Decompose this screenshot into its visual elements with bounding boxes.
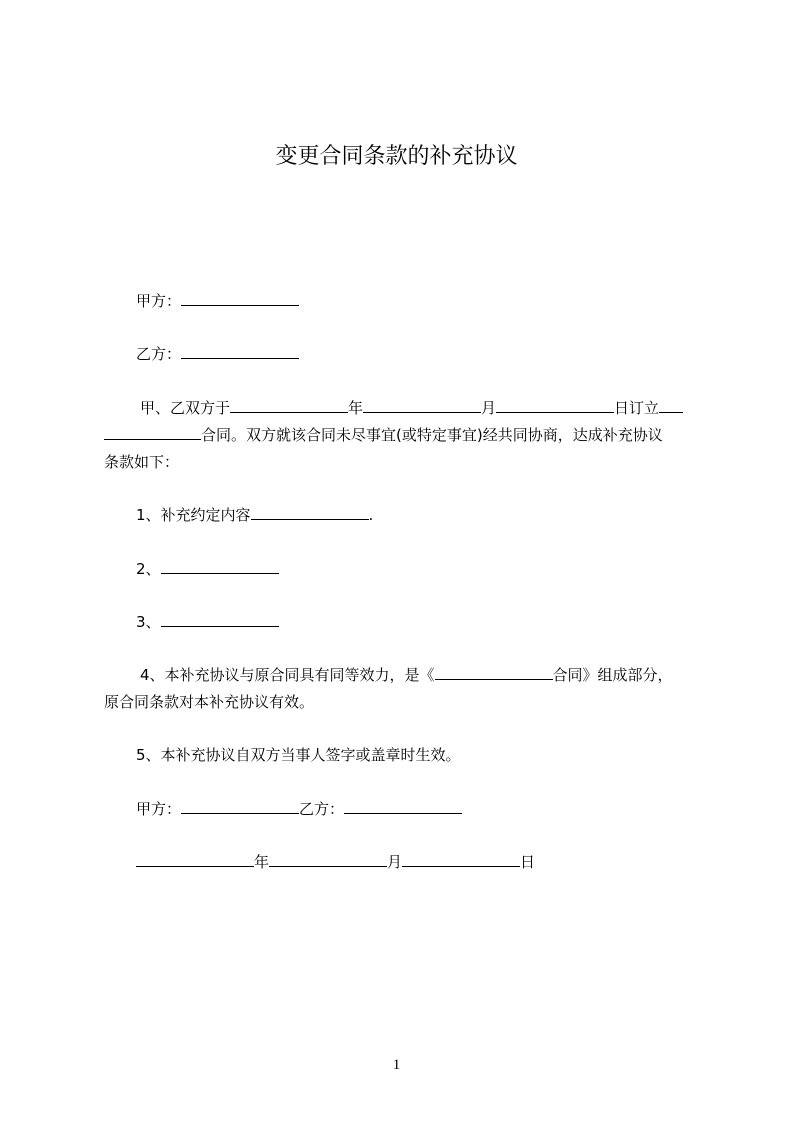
intro-line-3 [104,449,179,475]
party-a-label: 甲方： [136,292,182,310]
clause-1-end: . [368,506,374,524]
document-title: 变更合同条款的补充协议 [275,144,518,169]
clause-3 [136,609,279,635]
intro-month-blank [363,397,481,413]
clause-1-text: 1、补充约定内容 [136,506,251,524]
clause-1 [136,502,373,528]
party-b-blank [181,343,299,359]
clause-5-text: 5、本补充协议自双方当事人签字或盖章时生效。 [136,746,461,764]
intro-year-label: 年 [348,399,364,417]
party-b-label: 乙方： [136,345,182,363]
clause-3-text: 3、 [136,613,161,631]
signature-party-b-label: 乙方： [299,800,345,818]
intro-line-2 [104,422,663,448]
signature-parties-line [136,796,462,822]
intro-month-label: 月 [481,399,497,417]
intro-text-2: 合同。双方就该合同未尽事宜(或特定事宜)经共同协商，达成补充协议 [201,426,663,444]
clause-4-text-2: 合同》组成部分， [552,666,673,684]
clause-2 [136,556,279,582]
clause-5 [136,742,461,768]
clause-4-text-3: 原合同条款对本补充协议有效。 [104,693,315,711]
signature-date-line [136,849,535,875]
party-a-blank [181,290,299,306]
clause-2-text: 2、 [136,560,161,578]
intro-line-1 [140,395,683,421]
signature-year-blank [136,851,254,867]
clause-4-line-2 [104,689,314,715]
clause-4-text-1: 4、本补充协议与原合同具有同等效力，是《 [140,666,435,684]
clause-4-line-1 [140,662,673,688]
intro-text-3: 条款如下： [104,453,180,471]
party-a-line [136,288,299,314]
signature-party-b-blank [344,798,462,814]
intro-year-blank [230,397,348,413]
signature-day-label: 日 [520,853,536,871]
clause-2-blank [161,558,279,574]
clause-4-contract-blank [435,664,553,680]
signature-day-blank [402,851,520,867]
intro-text-1: 甲、乙双方于 [140,399,231,417]
page-number: 1 [392,1057,401,1073]
signature-party-a-label: 甲方： [136,800,182,818]
signature-month-blank [269,851,387,867]
intro-day-label: 日订立 [614,399,660,417]
signature-month-label: 月 [387,853,403,871]
clause-3-blank [161,611,279,627]
intro-contract-blank-a [659,397,683,413]
party-b-line [136,341,299,367]
signature-year-label: 年 [254,853,270,871]
intro-day-blank [496,397,614,413]
intro-contract-blank-b [104,424,201,440]
signature-party-a-blank [181,798,299,814]
clause-1-blank [251,504,369,520]
